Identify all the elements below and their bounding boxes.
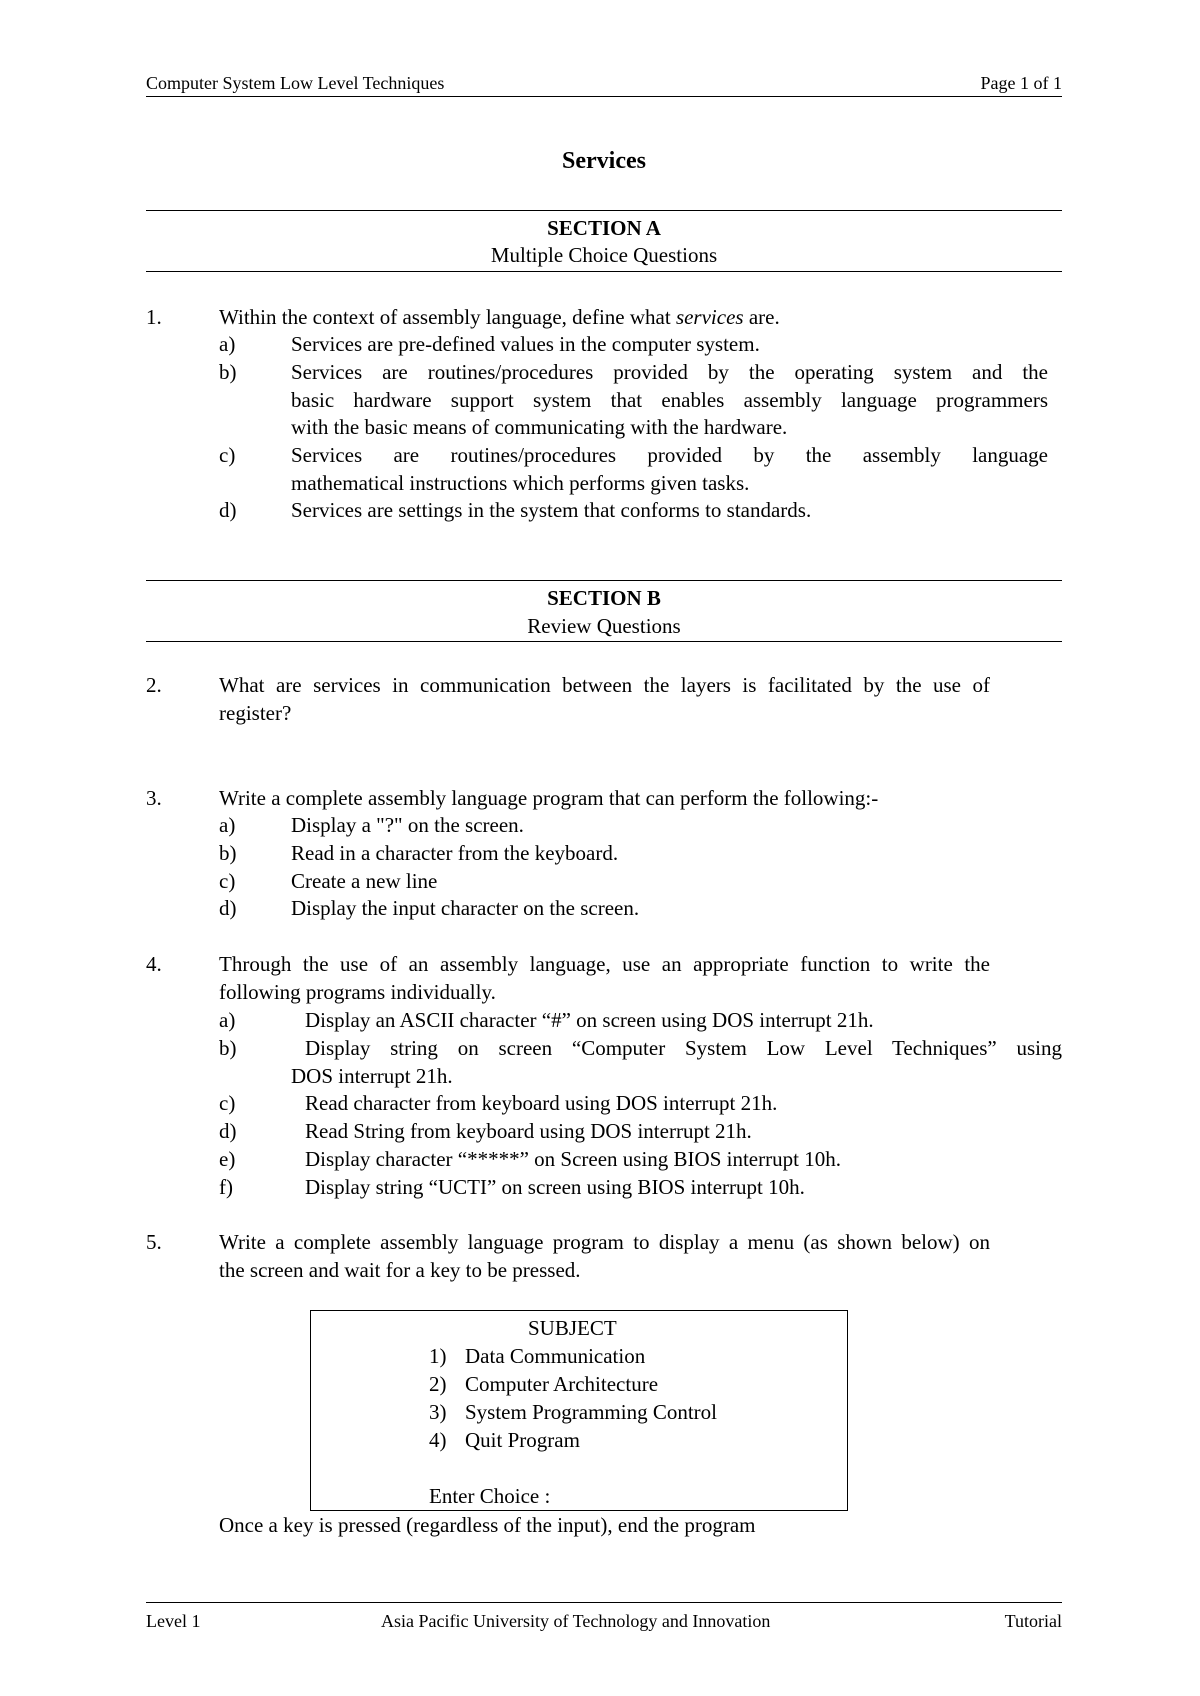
q4-option-f-label: f) [219,1175,233,1199]
page-title: Services [562,148,646,174]
q1-text: Within the context of assembly language, define what services are. [219,305,780,329]
q3-option-a-label: a) [219,813,236,837]
q5-line-2: the screen and wait for a key to be pressed. [219,1258,581,1282]
q1-option-c-label: c) [219,443,236,467]
menu-item-2-text: Computer Architecture [465,1372,659,1396]
q4-option-b-line-1: Display string on screen “Computer System Low Level Techniques” using [305,1036,1062,1060]
q5-line-1: Write a complete assembly language program to display a menu (as shown below) on [219,1230,990,1254]
q1-option-d-text: Services are settings in the system that conforms to standards. [291,498,812,522]
q1-number: 1. [146,305,162,329]
q4-option-d-text: Read String from keyboard using DOS interrupt 21h. [305,1119,752,1143]
section-a-top-rule [146,210,1062,211]
menu-example-box [310,1310,848,1511]
q1-option-c-line-1: Services are routines/procedures provided by the assembly language [291,443,1048,467]
section-a-subtitle: Multiple Choice Questions [490,243,718,267]
section-b-top-rule [146,580,1062,581]
q1-option-a-label: a) [219,332,236,356]
q1-option-d-label: d) [219,498,237,522]
q2-line-2: register? [219,701,292,725]
q4-option-a-label: a) [219,1008,236,1032]
q3-option-c-text: Create a new line [291,869,438,893]
menu-item-3-text: System Programming Control [465,1400,717,1424]
q4-line-1: Through the use of an assembly language, use an appropriate function to write the [219,952,990,976]
q3-text: Write a complete assembly language program that can perform the following:- [219,786,879,810]
q4-option-a-text: Display an ASCII character “#” on screen using DOS interrupt 21h. [305,1008,874,1032]
q2-number: 2. [146,673,162,697]
section-b-bottom-rule [146,641,1062,642]
q4-option-c-text: Read character from keyboard using DOS interrupt 21h. [305,1091,778,1115]
page-header [146,72,1062,97]
section-b-subtitle: Review Questions [527,614,681,638]
q3-option-b-label: b) [219,841,237,865]
section-b-title: SECTION B [547,586,661,610]
q4-number: 4. [146,952,162,976]
q1-option-b-label: b) [219,360,237,384]
q3-option-d-text: Display the input character on the screen. [291,896,640,920]
footer-doc-type: Tutorial [1004,1611,1062,1631]
q3-option-a-text: Display a "?" on the screen. [291,813,524,837]
footer-level: Level 1 [146,1611,201,1631]
q1-option-b-line-2: basic hardware support system that enables assembly language programmers [291,388,1048,412]
page-footer [146,1602,1062,1633]
q1-option-a-text: Services are pre-defined values in the computer system. [291,332,760,356]
q5-after-text: Once a key is pressed (regardless of the input), end the program [219,1513,756,1537]
q3-option-d-label: d) [219,896,237,920]
q3-option-c-label: c) [219,869,236,893]
menu-item-2-number: 2) [429,1372,447,1396]
menu-item-1-text: Data Communication [465,1344,646,1368]
q5-number: 5. [146,1230,162,1254]
q1-option-b-line-1: Services are routines/procedures provided by the operating system and the [291,360,1048,384]
menu-item-4-text: Quit Program [465,1428,580,1452]
q4-option-b-label: b) [219,1036,237,1060]
q4-option-f-text: Display string “UCTI” on screen using BIOS interrupt 10h. [305,1175,805,1199]
menu-enter-choice-prompt: Enter Choice : [429,1484,551,1508]
footer-university: Asia Pacific University of Technology and Innovation [381,1611,771,1631]
q3-number: 3. [146,786,162,810]
q4-line-2: following programs individually. [219,980,496,1004]
q4-option-e-text: Display character “*****” on Screen using BIOS interrupt 10h. [305,1147,841,1171]
menu-item-4-number: 4) [429,1428,447,1452]
section-a-title: SECTION A [547,216,661,240]
q4-option-e-label: e) [219,1147,236,1171]
section-a-bottom-rule [146,271,1062,272]
q4-option-c-label: c) [219,1091,236,1115]
q3-option-b-text: Read in a character from the keyboard. [291,841,619,865]
menu-heading: SUBJECT [528,1316,617,1340]
menu-item-1-number: 1) [429,1344,447,1368]
q4-option-b-line-2: DOS interrupt 21h. [291,1064,453,1088]
q1-option-c-line-2: mathematical instructions which performs given tasks. [291,471,750,495]
q1-option-b-line-3: with the basic means of communicating with the hardware. [291,415,788,439]
q4-option-d-label: d) [219,1119,237,1143]
header-course: Computer System Low Level Techniques [146,73,445,93]
menu-item-3-number: 3) [429,1400,447,1424]
header-page-number: Page 1 of 1 [980,73,1062,93]
q2-line-1: What are services in communication between the layers is facilitated by the use of [219,673,990,697]
